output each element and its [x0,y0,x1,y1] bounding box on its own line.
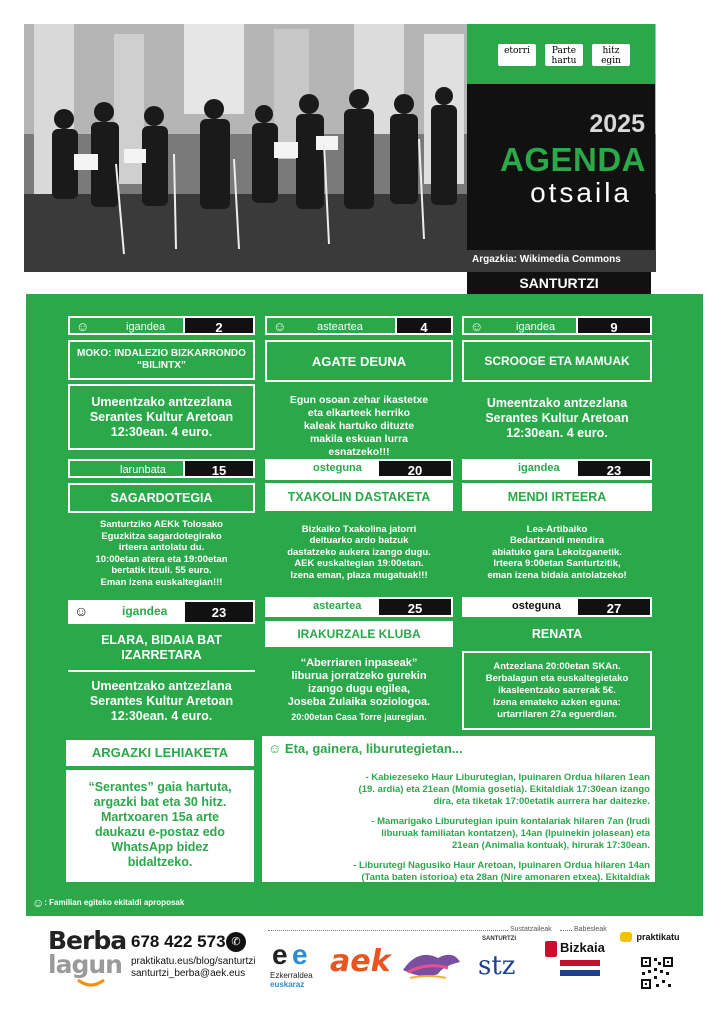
libraries-box [262,736,655,895]
family-smiley-icon: ☺ [32,896,45,910]
event-card [68,600,255,730]
chat-bubble-icon [620,932,632,942]
event-title: ELARA, BIDAIA BAT IZARRETARA [101,633,222,662]
svg-text:e: e [292,940,308,966]
logo-bizkaia: Bizkaia [560,940,605,955]
library-item: - Kabiezeseko Haur Liburutegian, Ipuinaren Ordua hilaren 1ean (19. ardia) eta 21ean (Momia gosetia). Ekitaldiak 17:30ean izango dira, eta tiketak 17:00etatik aurrera har daitezke. [358,772,650,807]
event-day: osteguna [512,600,561,612]
event-body: Bizkaiko Txakolina jatorri deituarko ardo batzuk dastatzeko aukera izango dugu. AEK euskaltegian 19:00etan. Izena eman, plaza mugatuak!!! [287,523,431,581]
logo-euskaraz: euskaraz [270,980,305,989]
whatsapp-icon[interactable]: ✆ [226,932,246,952]
event-title: SAGARDOTEGIA [68,483,255,513]
ezkerraldea-logo [270,940,322,990]
event-body: Umeentzako antzezlana Serantes Kultur Aretoan 12:30ean. 4 euro. [485,395,629,440]
sponsors-label: Sustatzaileak [510,926,552,933]
bizkaia-logo [544,940,604,986]
event-date: 23 [576,459,652,478]
logo-praktikatu: praktikatu [636,931,680,942]
stz-mark-icon [474,942,524,982]
town-label: SANTURTZI [467,272,651,294]
logo-santurtzi: SANTURTZI [482,936,516,942]
event-body: Antzezlana 20:00etan SKAn. Berbalagun eta euskaltegietako ikasleentzako sarrerak 5€. Izena emateko azken eguna: urtarrilaren 27a eguerdian. [462,651,652,730]
santurtzi-council-logo [474,936,524,988]
phone-number[interactable]: 678 422 573 [131,932,226,951]
divider [560,930,572,931]
event-card [462,459,652,592]
event-title: IRAKURZALE KLUBA [265,621,453,647]
event-day: larunbata [120,464,166,476]
family-smiley-icon: ☺ [273,319,287,334]
event-title: AGATE DEUNA [265,340,453,382]
family-smiley-icon: ☺ [74,603,89,619]
blog-link[interactable]: praktikatu.eus/blog/santurtzi [131,956,256,967]
library-item: - Liburutegi Nagusiko Haur Aretoan, Ipuinaren Ordua hilaren 14an (Tanta baten istorioa) eta 28an (Nire amonaren etxea). Ekitaldiak 17:30ean izango dira, eta tiketak 17:00etatik aurrera har daitezke. [353,860,650,895]
svg-text:e: e [272,940,288,966]
legend-text: : Familian egiteko ekitaldi aproposak [44,898,185,908]
event-date: 15 [183,459,255,478]
event-title: TXAKOLIN DASTAKETA [265,483,453,511]
event-day: igandea [126,321,166,333]
event-card [68,316,255,450]
badge-parte-hartu: Parte hartu [545,44,583,66]
event-day: asteartea [313,600,362,612]
event-day: asteartea [317,321,363,333]
event-day: igandea [516,321,556,333]
legend [32,896,184,910]
qr-code-icon[interactable] [640,956,674,990]
badge-etorri: etorri [498,44,536,66]
badge-hitz-egin: hitz egin [592,44,630,66]
event-title: MOKO: INDALEZIO BIZKARRONDO “BILINTX” [68,340,255,380]
photo-contest [66,740,254,882]
event-body: Lea-Artibaiko Bedartzandi mendira abiatuko gara Lekoizganetik. Irteera 9:00etan Santurtzitik, eman izena bidaia antolatzeko! [487,523,627,581]
smiley-icon: ☺ [268,741,282,756]
libraries-title: Eta, gainera, liburutegietan... [284,741,463,756]
family-smiley-icon: ☺ [76,319,90,334]
event-card [462,597,652,730]
event-day: osteguna [313,462,362,474]
event-date: 25 [377,597,453,617]
event-date: 20 [377,459,453,478]
svg-text:stz: stz [478,951,516,981]
event-card [265,316,453,458]
event-card [265,459,453,592]
event-day: igandea [518,462,560,474]
month-label: otsaila [530,177,632,208]
event-day: igandea [122,604,168,618]
logo-aek: aek [330,944,391,979]
divider [268,930,508,931]
photo-contest-title: ARGAZKI LEHIAKETA [66,740,254,766]
event-card [462,316,652,450]
praktikatu-logo [620,928,690,948]
photo-contest-body: “Serantes” gaia hartuta, argazki bat eta 30 hitz. Martxoaren 15a arte daukazu e-postaz edo WhatsApp bidez bidaltzeko. [66,770,254,882]
event-body: Umeentzako antzezlana Serantes Kultur Aretoan 12:30ean. 4 euro. [68,384,255,450]
event-date: 23 [183,600,255,624]
bizkaia-shield-icon [544,940,558,958]
smile-arc-icon [76,978,106,988]
supporters-label: Babesleak [574,926,607,933]
brand-bottom: lagun [48,950,122,979]
family-smiley-icon: ☺ [470,319,484,334]
event-date: 9 [576,316,652,335]
event-body: Umeentzako antzezlana Serantes Kultur Aretoan 12:30ean. 4 euro. [68,670,255,730]
agenda-title: AGENDA [499,141,646,178]
logo-ezkerraldea: Ezkerraldea [270,971,313,980]
year-label: 2025 [589,110,645,138]
event-body: “Aberriaren inpaseak” liburua jorratzeko gurekin izango dugu egilea, Joseba Zulaika soziologoa. [287,657,431,708]
bird-logo-icon [398,940,464,986]
event-body: Egun osoan zehar ikastetxe eta elkarteek herriko kaleak hartuko dituzte makila eskuan lurra esnatzeko!!! [289,393,429,458]
photo-credit: Argazkia: Wikimedia Commons [472,254,621,265]
event-card [265,597,453,730]
library-item: - Mamarigako Liburutegian ipuin kontalariak hilaren 7an (Irudi liburuak familiatan kontatzen), 14an (Ipuinekin jolasean) eta 21ean (Animalia kontuak), hirurak 17:30ean. [371,816,650,851]
event-body: Santurtziko AEKk Tolosako Eguzkitza sagardotegirako irteera antolatu du. 10:00etan atera eta 19:00etan bertatik itzuli. 55 euro. Eman izena euskaltegian!!! [95,519,228,588]
berbalagun-logo [48,926,128,986]
event-title: MENDI IRTEERA [462,483,652,511]
event-card [68,459,255,592]
event-title: SCROOGE ETA MAMUAK [462,340,652,382]
email-link[interactable]: santurtzi_berba@aek.eus [131,968,246,979]
ee-mark-icon [270,940,322,966]
brand-top: Berba [48,926,127,955]
event-title: RENATA [531,627,583,641]
event-date: 4 [395,316,453,335]
event-note: 20:00etan Casa Torre jauregian. [291,712,427,722]
event-date: 27 [576,597,652,617]
event-date: 2 [183,316,255,335]
